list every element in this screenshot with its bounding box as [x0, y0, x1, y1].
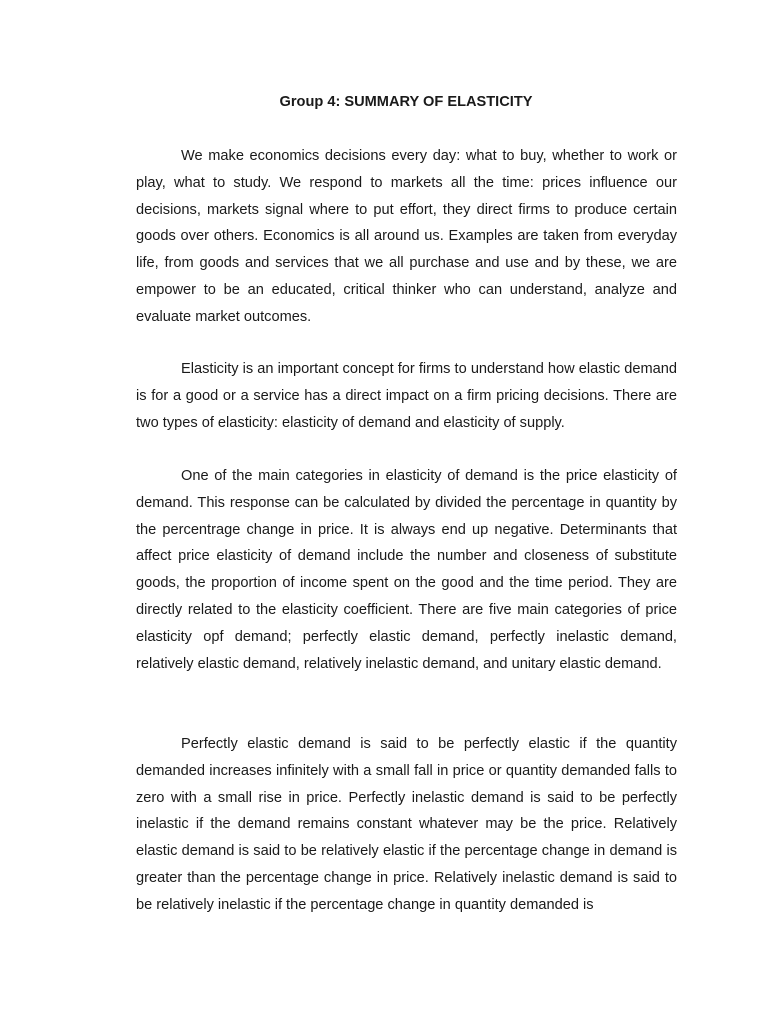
paragraph-price-elasticity: One of the main categories in elasticity of demand is the price elasticity of demand. This response can be calculated by divided the percentage in quantity by the percentrage change in price. It is always end up negative. Determinants that affect price elasticity of demand include the number and closeness of substitute goods, the proportion of income spent on the good and the time period. They are directly related to the elasticity coefficient. There are five main categories of price elasticity opf demand; perfectly elastic demand, perfectly inelastic demand, relatively elastic demand, relatively inelastic demand, and unitary elastic demand. — [136, 468, 677, 672]
paragraph-demand-types: Perfectly elastic demand is said to be perfectly elastic if the quantity demanded increases infinitely with a small fall in price or quantity demanded falls to zero with a small rise in price. Perfectly inelastic demand is said to be perfectly inelastic if the demand remains constant whatever may be the price. Relatively elastic demand is said to be relatively elastic if the percentage change in demand is greater than the percentage change in price. Relatively inelastic demand is said to be relatively inelastic if the percentage change in quantity demanded is — [136, 736, 677, 913]
document-title: Group 4: SUMMARY OF ELASTICITY — [279, 94, 533, 110]
paragraph-economics-intro: We make economics decisions every day: what to buy, whether to work or play, what to study. We respond to markets all the time: prices influence our decisions, markets signal where to put effort, they direct firms to produce certain goods over others. Economics is all around us. Examples are taken from everyday life, from goods and services that we all purchase and use and by these, we are empower to be an educated, critical thinker who can understand, analyze and evaluate market outcomes. — [136, 148, 677, 325]
paragraph-elasticity-concept: Elasticity is an important concept for firms to understand how elastic demand is for a good or a service has a direct impact on a firm pricing decisions. There are two types of elasticity: elasticity of demand and elasticity of supply. — [136, 361, 677, 431]
